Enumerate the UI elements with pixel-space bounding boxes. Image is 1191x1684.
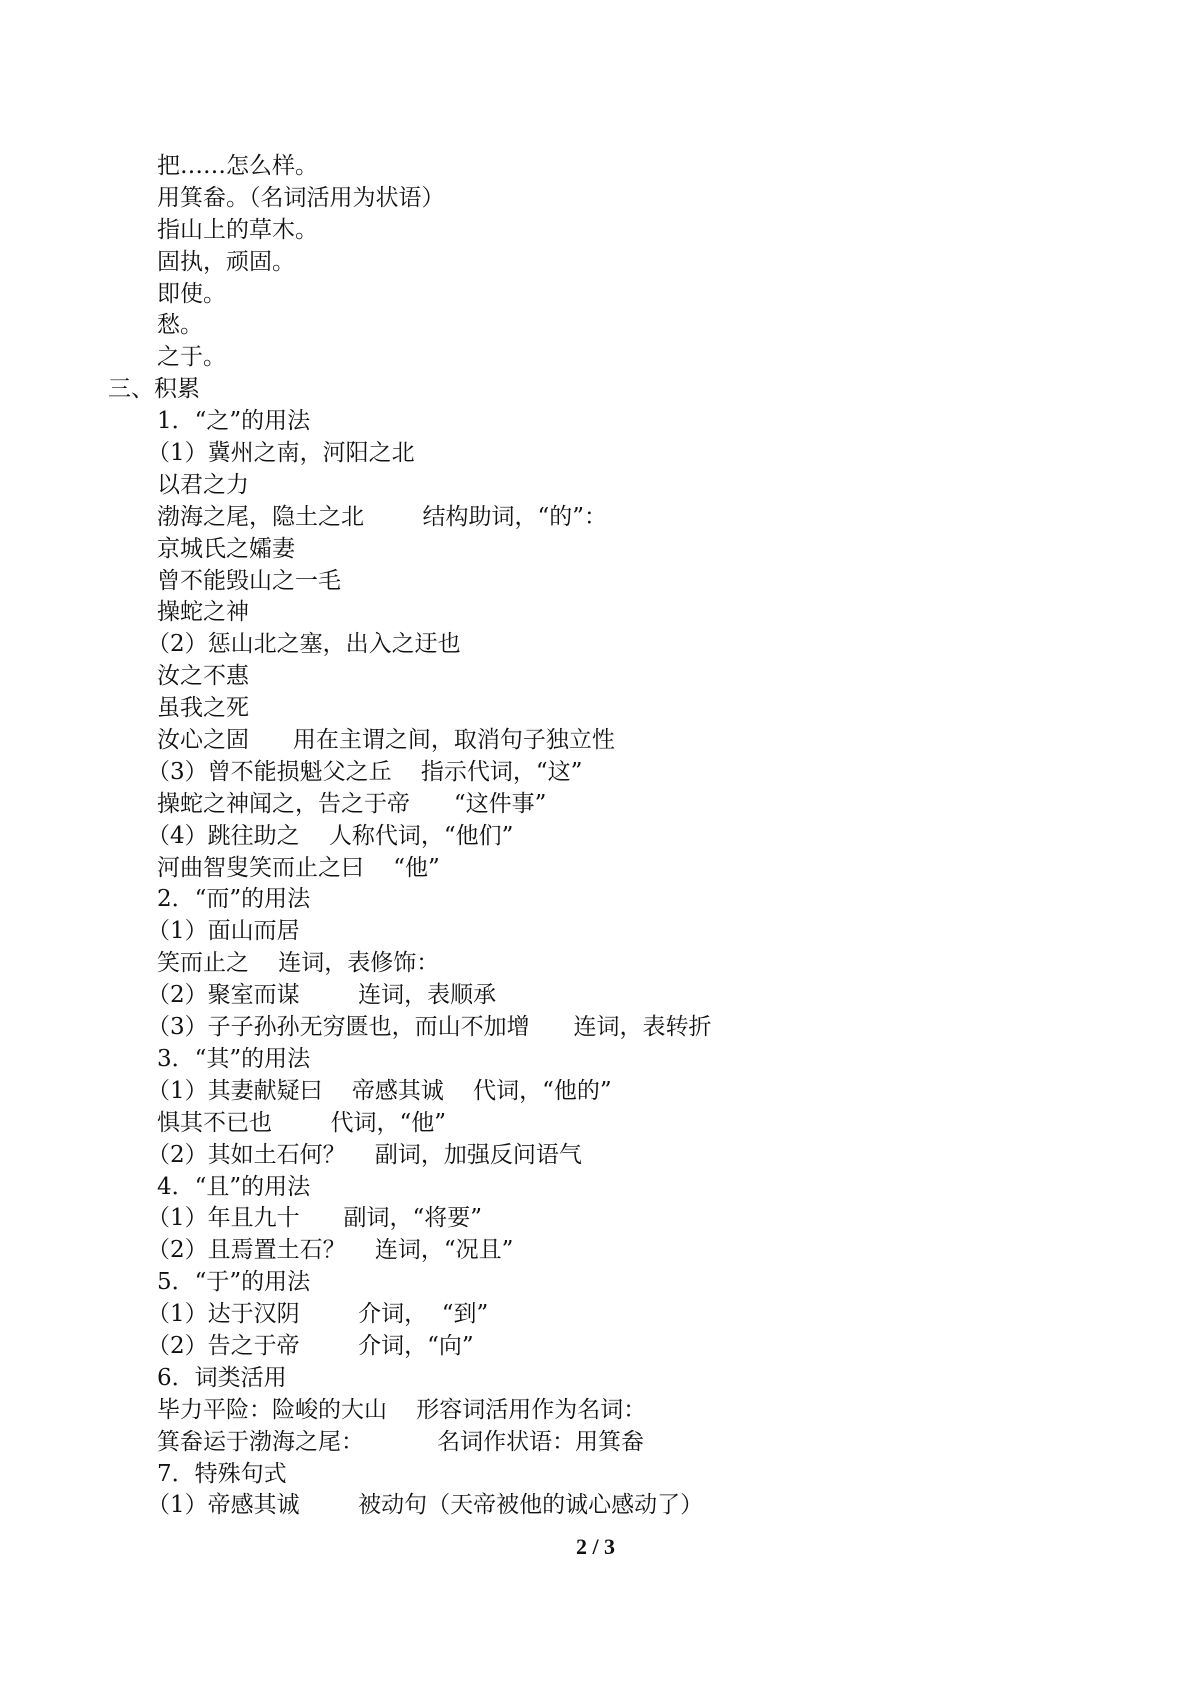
text-line: （1）其妻献疑曰 帝感其诚 代词，“他的” <box>147 1077 612 1104</box>
text-line: 毕力平险：险峻的大山 形容词活用作为名词： <box>157 1396 647 1423</box>
text-line: （1）冀州之南，河阳之北 <box>147 440 415 467</box>
text-line: （2）其如土石何？ 副词，加强反问语气 <box>147 1141 582 1168</box>
text-line: 操蛇之神 <box>157 599 249 626</box>
text-line: （2）告之于帝 介词，“向” <box>147 1332 474 1359</box>
text-line: 汝之不惠 <box>157 663 249 690</box>
subsection-heading: 1．“之”的用法 <box>157 408 311 435</box>
subsection-heading: 2．“而”的用法 <box>157 886 311 913</box>
text-line: 之于。 <box>157 344 226 371</box>
text-line: 固执，顽固。 <box>157 248 295 275</box>
text-line: 笑而止之 连词，表修饰： <box>157 950 440 977</box>
body-text <box>0 151 1191 1522</box>
text-line: 箕畚运于渤海之尾： 名词作状语：用箕畚 <box>157 1428 645 1455</box>
text-line: 指山上的草木。 <box>157 216 318 243</box>
text-line: （1）达于汉阴 介词， “到” <box>147 1301 489 1328</box>
text-line: 曾不能毁山之一毛 <box>157 567 341 594</box>
text-line: 即使。 <box>157 280 226 307</box>
text-line: （3）曾不能损魁父之丘 指示代词，“这” <box>147 758 583 785</box>
text-line: 用箕畚。（名词活用为状语） <box>157 184 445 211</box>
subsection-heading: 7．特殊句式 <box>157 1460 287 1487</box>
text-line: （3）子子孙孙无穷匮也，而山不加增 连词，表转折 <box>147 1014 712 1041</box>
text-line: （2）聚室而谋 连词，表顺承 <box>147 982 497 1009</box>
text-line: 渤海之尾，隐土之北 结构助词，“的”： <box>157 503 608 530</box>
text-line: （1）年且九十 副词，“将要” <box>147 1205 483 1232</box>
text-line: 京城氏之孀妻 <box>157 535 295 562</box>
text-line: 惧其不已也 代词，“他” <box>157 1109 447 1136</box>
section-heading: 三、积累 <box>108 376 200 403</box>
text-line: 汝心之固 用在主谓之间，取消句子独立性 <box>157 727 615 754</box>
subsection-heading: 5．“于”的用法 <box>157 1269 311 1296</box>
text-line: （2）且焉置土石？ 连词，“况且” <box>147 1237 514 1264</box>
text-line: （1）面山而居 <box>147 918 300 945</box>
text-line: （1）帝感其诚 被动句（天帝被他的诚心感动了） <box>147 1492 704 1519</box>
text-line: 把……怎么样。 <box>157 153 318 179</box>
subsection-heading: 6．词类活用 <box>157 1364 287 1391</box>
text-line: 愁。 <box>157 312 203 339</box>
subsection-heading: 3．“其”的用法 <box>157 1045 311 1072</box>
text-line: 河曲智叟笑而止之曰 “他” <box>157 854 440 881</box>
page-number: 2 / 3 <box>575 1534 616 1559</box>
text-line: （2）惩山北之塞，出入之迂也 <box>147 631 461 658</box>
text-line: 以君之力 <box>157 471 249 498</box>
text-line: 操蛇之神闻之，告之于帝 “这件事” <box>157 790 547 817</box>
text-line: 虽我之死 <box>157 695 249 722</box>
subsection-heading: 4．“且”的用法 <box>157 1173 311 1200</box>
text-line: （4）跳往助之 人称代词，“他们” <box>147 822 514 849</box>
